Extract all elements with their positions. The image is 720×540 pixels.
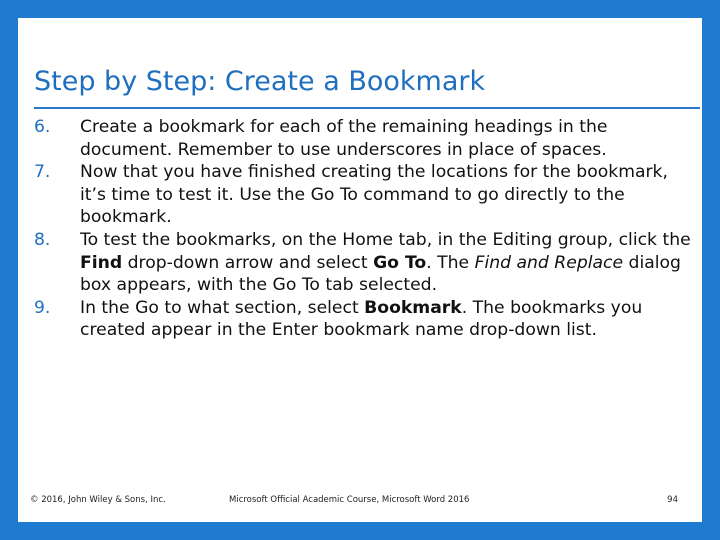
step-list <box>34 116 694 342</box>
step-item <box>34 161 694 229</box>
step-item <box>34 297 694 342</box>
step-text: drop-down arrow and select <box>122 252 374 273</box>
slide <box>18 18 702 522</box>
step-bold-term: Bookmark <box>364 297 462 318</box>
step-bold-term: Go To <box>373 252 427 273</box>
step-item <box>34 229 694 297</box>
step-item <box>34 116 694 161</box>
step-text: To test the bookmarks, on the Home tab, in the Editing group, click the <box>80 229 691 250</box>
slide-title: Step by Step: Create a Bookmark <box>34 66 486 97</box>
step-text: In the Go to what section, select <box>80 297 365 318</box>
step-number: 7. <box>34 162 51 183</box>
step-text: dialog box appears, with the Go To tab selected. <box>80 252 681 296</box>
step-text: . The bookmarks you created appear in the Enter bookmark name drop-down list. <box>80 297 643 341</box>
step-number: 8. <box>34 229 51 250</box>
footer-copyright: © 2016, John Wiley & Sons, Inc. <box>30 495 166 505</box>
step-number: 6. <box>34 117 51 137</box>
step-number: 9. <box>34 297 51 318</box>
title-divider <box>34 107 700 109</box>
footer-page-number: 94 <box>667 495 678 505</box>
step-text: . The <box>426 252 475 273</box>
step-text: Create a bookmark for each of the remaining headings in the document. Remember to use underscores in place of spaces. <box>80 117 608 160</box>
footer-course: Microsoft Official Academic Course, Microsoft Word 2016 <box>229 495 470 505</box>
step-italic-term: Find and Replace <box>474 252 624 273</box>
step-text: Now that you have finished creating the locations for the bookmark, it’s time to test it. Use the Go To command to go directly to the bookmark. <box>80 162 668 228</box>
step-bold-term: Find <box>80 252 123 273</box>
